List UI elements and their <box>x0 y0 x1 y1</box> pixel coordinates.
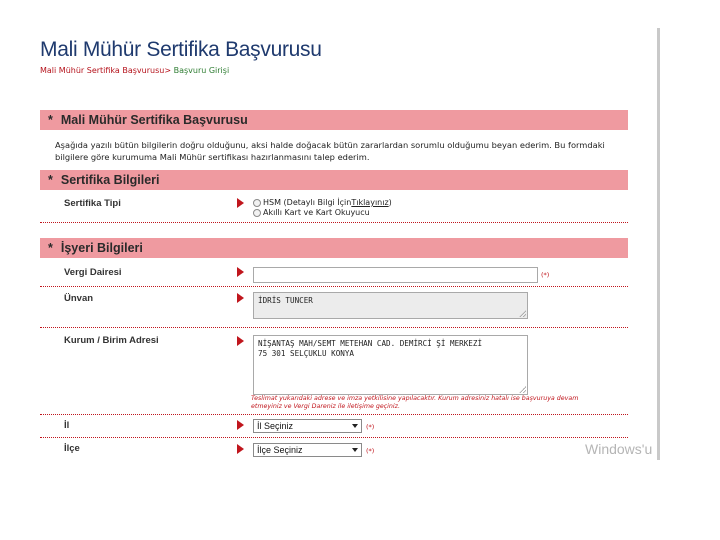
section-header-main <box>40 110 628 130</box>
province-select[interactable] <box>253 419 362 433</box>
tax-office-label: Vergi Dairesi <box>64 267 122 278</box>
district-select[interactable] <box>253 443 362 457</box>
scrollbar-edge[interactable] <box>657 28 660 460</box>
district-label: İlçe <box>64 443 80 454</box>
chevron-down-icon <box>352 424 358 428</box>
district-selected-value: İlçe Seçiniz <box>257 445 303 455</box>
windows-activation-watermark: Windows'u <box>585 441 653 457</box>
address-textarea[interactable] <box>253 335 528 395</box>
province-label: İl <box>64 420 70 431</box>
radio-card[interactable] <box>253 209 261 217</box>
arrow-right-icon <box>237 336 244 346</box>
breadcrumb-current: Başvuru Girişi <box>171 66 230 75</box>
certificate-type-label: Sertifika Tipi <box>64 198 121 209</box>
section-star: * <box>48 113 53 127</box>
arrow-right-icon <box>237 198 244 208</box>
row-divider <box>40 327 628 328</box>
row-divider <box>40 437 628 438</box>
address-line-1: NİŞANTAŞ MAH/SEMT METEHAN CAD. DEMİRCİ Şİ MERKEZİ <box>258 339 483 348</box>
radio-hsm[interactable] <box>253 199 261 207</box>
required-marker: (*) <box>541 271 550 279</box>
row-divider <box>40 222 628 223</box>
address-label: Kurum / Birim Adresi <box>64 335 159 346</box>
required-marker: (*) <box>366 423 375 431</box>
arrow-right-icon <box>237 293 244 303</box>
breadcrumb <box>40 66 229 75</box>
required-marker: (*) <box>366 447 375 455</box>
breadcrumb-separator: > <box>164 66 172 75</box>
section-title: İşyeri Bilgileri <box>60 241 143 255</box>
section-title: Mali Mühür Sertifika Başvurusu <box>60 113 248 127</box>
radio-hsm-close: ) <box>388 198 392 207</box>
section-star: * <box>48 173 53 187</box>
radio-option-hsm[interactable] <box>253 198 392 207</box>
resize-handle-icon[interactable] <box>519 310 526 317</box>
company-title-label: Ünvan <box>64 293 94 304</box>
section-star: * <box>48 241 53 255</box>
row-divider <box>40 414 628 415</box>
company-title-value: İDRİS TUNCER <box>258 296 313 305</box>
section-title: Sertifika Bilgileri <box>60 173 160 187</box>
section-header-certificate <box>40 170 628 190</box>
section-header-workplace <box>40 238 628 258</box>
arrow-right-icon <box>237 420 244 430</box>
company-title-field <box>253 292 528 319</box>
chevron-down-icon <box>352 448 358 452</box>
arrow-right-icon <box>237 267 244 277</box>
hsm-details-link[interactable]: Tıklayınız <box>351 198 389 207</box>
radio-option-card[interactable] <box>253 208 370 217</box>
address-warning-note: Teslimat yukarıdaki adrese ve imza yetkilisine yapılacaktır. Kurum adresiniz hatalı ise başvuruya devam etmeyiniz ve Vergi Dareniz ile iletişime geçiniz. <box>251 395 579 410</box>
radio-hsm-label: HSM (Detaylı Bilgi İçin <box>263 198 352 207</box>
radio-card-label: Akıllı Kart ve Kart Okuyucu <box>263 208 370 217</box>
arrow-right-icon <box>237 444 244 454</box>
resize-handle-icon[interactable] <box>519 386 526 393</box>
intro-text: Aşağıda yazılı bütün bilgilerin doğru olduğunu, aksi halde doğacak bütün zararlardan sorumlu olduğumu beyan ederim. Bu formdaki bilgilere göre kurumuma Mali Mühür sertifikası hazırlanmasını talep ederim. <box>55 140 605 162</box>
page-title: Mali Mühür Sertifika Başvurusu <box>40 38 322 61</box>
address-line-2: 75 301 SELÇUKLU KONYA <box>258 349 355 358</box>
breadcrumb-root-link[interactable]: Mali Mühür Sertifika Başvurusu <box>40 66 165 75</box>
province-selected-value: İl Seçiniz <box>257 421 294 431</box>
tax-office-input[interactable] <box>253 267 538 283</box>
row-divider <box>40 286 628 287</box>
